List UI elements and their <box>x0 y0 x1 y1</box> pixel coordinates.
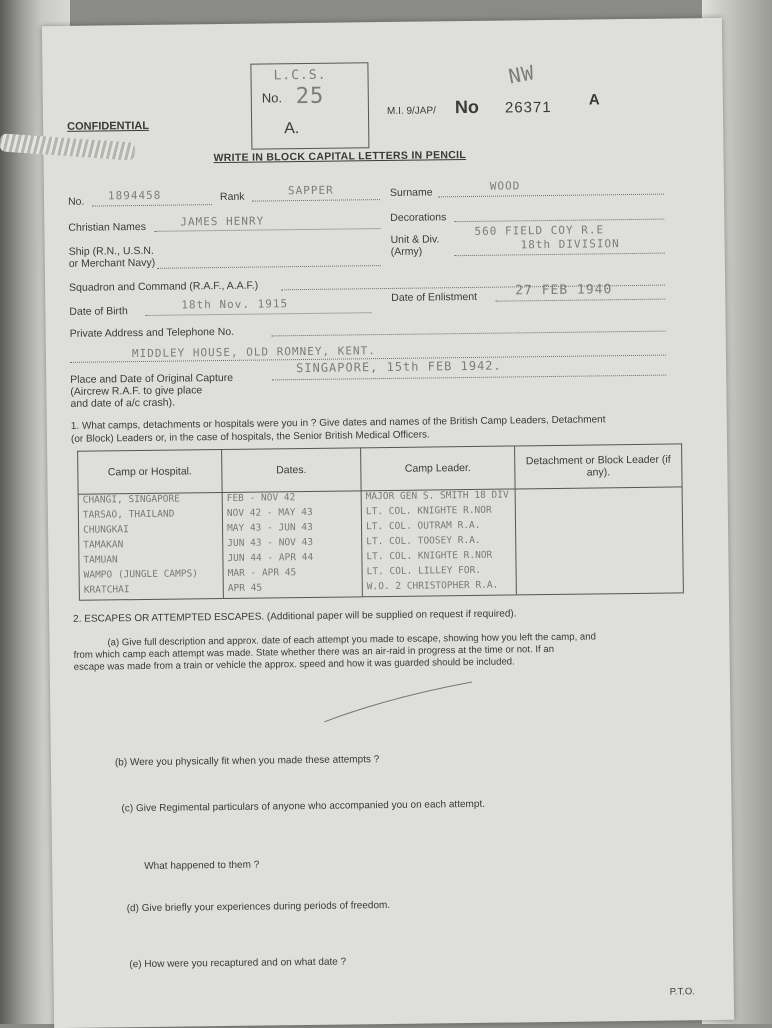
question-1-line-2: (or Block) Leaders or, in the case of hospitals, the Senior British Medical Officers. <box>70 429 430 445</box>
dob-value: 18th Nov. 1915 <box>181 297 289 312</box>
pencil-stroke <box>320 676 481 728</box>
cell-leader: LT. COL. TOOSEY R.A. <box>362 534 516 551</box>
squadron-label: Squadron and Command (R.A.F., A.A.F.) <box>69 279 259 294</box>
cell-leader: LT. COL. LILLEY FOR. <box>362 564 516 581</box>
capture-label-2: (Aircrew R.A.F. to give place <box>70 384 203 398</box>
cell-dates: NOV 42 - MAY 43 <box>222 506 361 523</box>
confidential-label: CONFIDENTIAL <box>67 119 150 133</box>
question-2a-line-2: from which camp each attempt was made. State whether there was an air-raid in progress at the time or not. If an <box>73 643 555 661</box>
ship-label-2: or Merchant Navy) <box>68 256 156 270</box>
form-page <box>42 18 734 1028</box>
cell-dates: JUN 43 - NOV 43 <box>223 536 362 553</box>
cell-dates: MAY 43 - JUN 43 <box>222 521 361 538</box>
cell-camp: TAMUAN <box>79 553 223 570</box>
cell-dates: JUN 44 - APR 44 <box>223 551 362 568</box>
question-2d: (d) Give briefly your experiences during periods of freedom. <box>126 900 391 915</box>
christian-names-value: JAMES HENRY <box>180 214 265 229</box>
pencil-annotation: NW <box>506 60 537 89</box>
surname-label: Surname <box>389 186 433 199</box>
camps-table-header <box>78 444 682 494</box>
rank-value: SAPPER <box>287 183 334 198</box>
question-2a-line-1: (a) Give full description and approx. date of each attempt you made to escape, showing how you left the camp, and <box>107 631 596 649</box>
form-suffix: A <box>588 91 600 109</box>
question-2-title: 2. ESCAPES OR ATTEMPTED ESCAPES. (Additional paper will be supplied on request if required). <box>73 608 517 625</box>
ship-label: Ship (R.N., U.S.N. <box>68 244 154 258</box>
cell-leader: LT. COL. KNIGHTE R.NOR <box>361 504 515 521</box>
form-number: 26371 <box>504 98 552 117</box>
header-camp: Camp or Hospital. <box>78 450 223 495</box>
rank-label: Rank <box>219 190 245 204</box>
cell-leader: W.O. 2 CHRISTOPHER R.A. <box>362 579 516 596</box>
enlistment-label: Date of Enlistment <box>391 290 478 304</box>
cell-leader: MAJOR GEN S. SMITH 18 DIV <box>361 489 515 506</box>
capture-value: SINGAPORE, 15th FEB 1942. <box>296 358 502 376</box>
question-2c: (c) Give Regimental particulars of anyone who accompanied you on each attempt. <box>121 798 486 815</box>
capture-label: Place and Date of Original Capture <box>70 371 234 386</box>
cell-dates: MAR - APR 45 <box>223 566 362 583</box>
stamp-number: 25 <box>295 83 325 110</box>
header-dates: Dates. <box>222 448 362 493</box>
camps-table <box>77 443 684 600</box>
unit-label-2: (Army) <box>390 245 423 258</box>
cell-camp: CHUNGKAI <box>78 523 222 540</box>
question-2b: (b) Were you physically fit when you made these attempts ? <box>114 754 380 769</box>
service-no-value: 1894458 <box>107 188 162 203</box>
unit-value: 560 FIELD COY R.E <box>474 223 605 238</box>
cell-dates: FEB - NOV 42 <box>222 491 361 508</box>
question-2c-followup: What happened to them ? <box>144 859 260 873</box>
cell-camp: TAMAKAN <box>79 538 223 555</box>
cell-camp: TARSAO, THAILAND <box>78 508 222 525</box>
address-value: MIDDLEY HOUSE, OLD ROMNEY, KENT. <box>131 344 376 361</box>
pto-label: P.T.O. <box>669 986 695 998</box>
stamp-no-label: No. <box>261 90 283 106</box>
cell-camp: CHANGI, SINGAPORE <box>78 493 222 510</box>
address-label: Private Address and Telephone No. <box>69 325 235 340</box>
header-detachment-leader: Detachment or Block Leader (if any). <box>515 444 683 489</box>
stamp-letter: A. <box>284 120 300 138</box>
header-camp-leader: Camp Leader. <box>361 446 516 491</box>
registry-stamp <box>250 62 369 149</box>
form-no-label: No <box>454 96 480 118</box>
service-no-label: No. <box>67 195 85 208</box>
cell-dates: APR 45 <box>223 581 362 598</box>
dob-label: Date of Birth <box>69 305 128 318</box>
cell-camp: KRATCHAI <box>79 583 223 600</box>
question-2a-line-3: escape was made from a train or vehicle the approx. speed and how it was guarded should be included. <box>73 656 515 673</box>
capture-label-3: and date of a/c crash). <box>70 396 176 410</box>
question-2e: (e) How were you recaptured and on what date ? <box>129 956 347 971</box>
stamp-line: L.C.S. <box>273 67 327 84</box>
cell-detachment <box>516 577 683 595</box>
cell-leader: LT. COL. KNIGHTE R.NOR <box>362 549 516 566</box>
surname-value: WOOD <box>489 179 521 193</box>
decorations-label: Decorations <box>390 211 447 224</box>
ref-code: M.I. 9/JAP/ <box>386 105 436 117</box>
christian-names-label: Christian Names <box>68 220 147 234</box>
unit-label: Unit & Div. <box>390 233 440 246</box>
enlistment-value: 27 FEB 1940 <box>515 282 613 299</box>
cell-camp: WAMPO (JUNGLE CAMPS) <box>79 568 223 585</box>
instruction-line: WRITE IN BLOCK CAPITAL LETTERS IN PENCIL <box>213 149 467 165</box>
cell-leader: LT. COL. OUTRAM R.A. <box>361 519 515 536</box>
unit-value-2: 18th DIVISION <box>520 237 620 252</box>
question-1-line-1: 1. What camps, detachments or hospitals were you in ? Give dates and names of the British Camp Leaders, Detachment <box>70 414 606 432</box>
